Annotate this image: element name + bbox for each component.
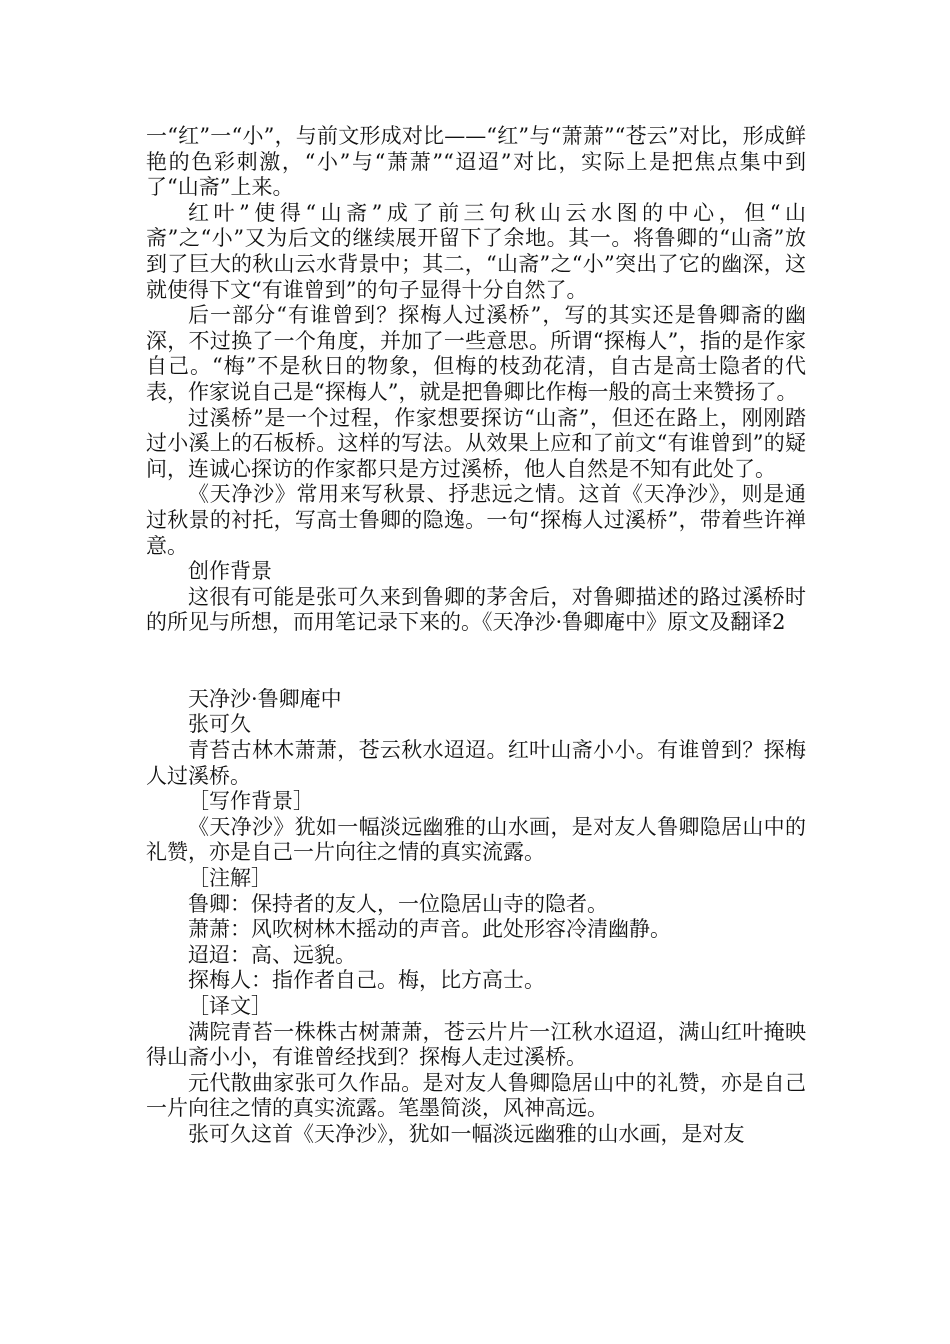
paragraph-author-work: 元代散曲家张可久作品。是对友人鲁卿隐居山中的礼赞，亦是自己一片向往之情的真实流露。笔墨简淡，风神高远。	[146, 1070, 806, 1121]
document-page	[146, 124, 806, 1148]
paragraph-plum-seeker: 后一部分“有谁曾到？探梅人过溪桥”，写的其实还是鲁卿斋的幽深，不过换了一个角度，并加了一些意思。所谓“探梅人”，指的是作家自己。“梅”不是秋日的物象，但梅的枝劲花清，自古是高士隐者的代表，作家说自己是“探梅人”，就是把鲁卿比作梅一般的高士来赞扬了。	[146, 303, 806, 404]
paragraph-landscape-painting: 张可久这首《天净沙》，犹如一幅淡远幽雅的山水画，是对友	[188, 1121, 745, 1146]
heading-creation-background: 创作背景	[188, 559, 272, 584]
heading-translation: ［译文］	[188, 994, 272, 1018]
note-luqing: 鲁卿：保持者的友人，一位隐居山寺的隐者。	[188, 891, 608, 916]
heading-notes: ［注解］	[188, 866, 272, 891]
paragraph-crossing-bridge: 过溪桥”是一个过程，作家想要探访“山斋”，但还在路上，刚刚踏过小溪上的石板桥。这样的写法。从效果上应和了前文“有谁曾到”的疑问，连诚心探访的作家都只是方过溪桥，他人自然是不知有此处了。	[146, 405, 806, 481]
note-tiaotiao: 迢迢：高、远貌。	[188, 942, 356, 967]
paragraph-red-leaves: 红叶”使得“山斋”成了前三句秋山云水图的中心，但“山斋”之“小”又为后文的继续展开留下了余地。其一。将鲁卿的“山斋”放到了巨大的秋山云水背景中；其二，“山斋”之“小”突出了它的幽深，这就使得下文“有谁曾到”的句子显得十分自然了。	[146, 200, 806, 302]
poem-title: 天净沙·鲁卿庵中	[188, 686, 342, 711]
paragraph-translation: 满院青苔一株株古树萧萧，苍云片片一江秋水迢迢，满山红叶掩映得山斋小小，有谁曾经找到？探梅人走过溪桥。	[146, 1019, 806, 1070]
section-gap	[146, 636, 806, 687]
paragraph-tianjingsha: 《天净沙》常用来写秋景、抒悲远之情。这首《天净沙》，则是通过秋景的衬托，写高士鲁卿的隐逸。一句“探梅人过溪桥”，带着些许禅意。	[146, 482, 806, 558]
paragraph-contrast: 一“红”一“小”，与前文形成对比——“红”与“萧萧”“苍云”对比，形成鲜艳的色彩刺激，“小”与“萧萧”“迢迢”对比，实际上是把焦点集中到了“山斋”上来。	[146, 124, 806, 200]
paragraph-creation-background: 这很有可能是张可久来到鲁卿的茅舍后，对鲁卿描述的路过溪桥时的所见与所想，而用笔记录下来的。《天净沙·鲁卿庵中》原文及翻译2	[146, 584, 806, 635]
note-tanmeiren: 探梅人：指作者自己。梅，比方高士。	[188, 968, 545, 993]
note-xiaoxiao: 萧萧：风吹树林木摇动的声音。此处形容冷清幽静。	[188, 917, 671, 942]
poem-author: 张可久	[188, 712, 251, 737]
heading-writing-background: ［写作背景］	[188, 789, 314, 814]
poem-text: 青苔古林木萧萧，苍云秋水迢迢。红叶山斋小小。有谁曾到？探梅人过溪桥。	[146, 738, 806, 788]
paragraph-writing-background: 《天净沙》犹如一幅淡远幽雅的山水画，是对友人鲁卿隐居山中的礼赞，亦是自己一片向往之情的真实流露。	[146, 814, 806, 865]
